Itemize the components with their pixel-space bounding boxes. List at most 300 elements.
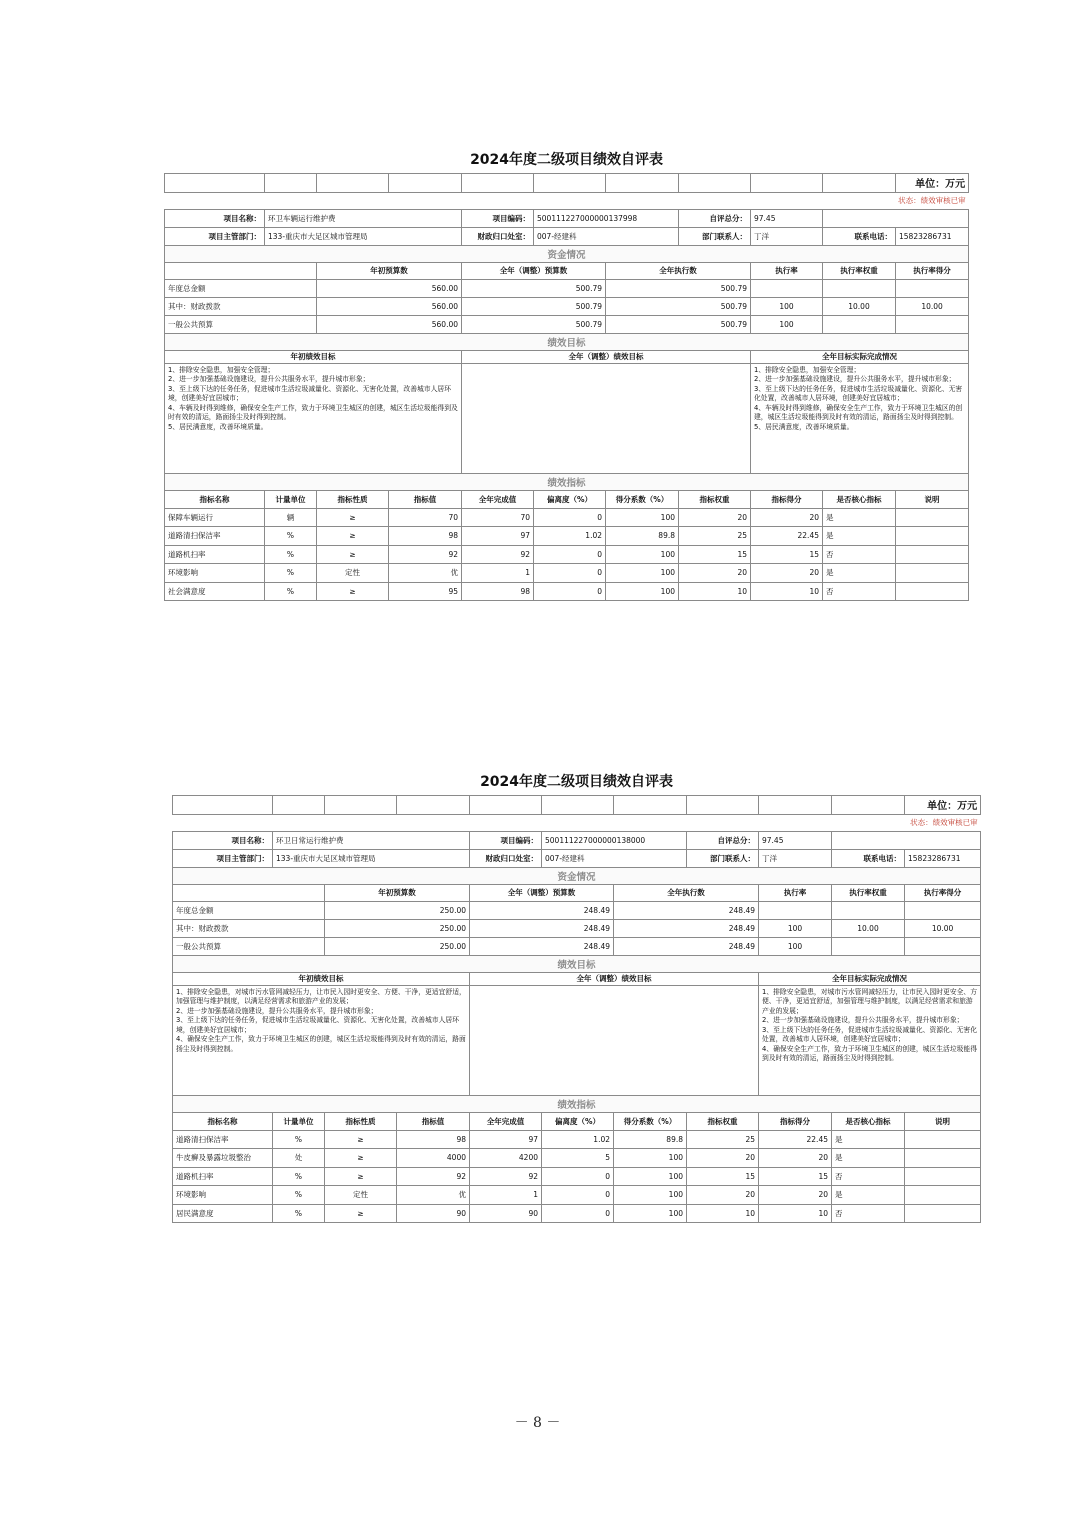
indicator-column-header: 偏离度（%） [542,1112,614,1130]
finance-office-value: 007-经建科 [542,849,687,867]
funds-row [173,901,981,919]
indicator-weight: 20 [687,1149,759,1168]
indicator-name: 居民满意度 [173,1204,273,1223]
indicator-unit: % [273,1204,325,1223]
blank-cell [173,795,273,814]
blank-cell [325,795,397,814]
funds-column-header: 年初预算数 [325,884,470,901]
goal-actual-text: 1、排除安全隐患，加强安全管理； 2、进一步加强基础设施建设，提升公共服务水平，提升城市形象； 3、至上级下达的任务任务，促进城市生活垃圾减量化、资源化、无害化处置，改善城市人居环境，创建美好宜居城市； 4、车辆及时得到维修，确保安全生产工作，致力于环境卫生城区的创建，城区生活垃圾能得到及时有效的清运，路面扬尘及时得到控制。 5、居民满意度，改善环境质量。 [751,363,969,473]
indicator-name: 社会满意度 [165,582,265,601]
blank-cell [165,262,317,279]
unit-row [165,173,969,192]
blank-cell [534,173,606,192]
project-name-value: 环卫车辆运行维护费 [265,209,462,227]
indicator-value: 98 [397,1130,470,1149]
funds-budget: 560.00 [317,315,462,333]
section-row [165,333,969,350]
indicator-coef: 100 [614,1204,687,1223]
funds-column-header: 执行率权重 [832,884,905,901]
indicator-weight: 25 [687,1130,759,1149]
indicator-row [165,582,969,601]
funds-column-header: 执行率得分 [905,884,981,901]
funds-rate: 100 [751,315,823,333]
indicator-dev: 5 [542,1149,614,1168]
indicator-dev: 0 [534,545,606,564]
department-label: 项目主管部门： [173,849,273,867]
indicator-value: 70 [389,508,462,527]
funds-row-label: 其中：财政拨款 [173,919,325,937]
goal-initial-text: 1、排除安全隐患，加强安全管理； 2、进一步加强基础设施建设，提升公共服务水平，提升城市形象； 3、至上级下达的任务任务，促进城市生活垃圾减量化、资源化、无害化处置，改善城市人居环境，创建美好宜居城市； 4、车辆及时得到维修，确保安全生产工作，致力于环境卫生城区的创建，城区生活垃圾能得到及时有效的清运，路面扬尘及时得到控制。 5、居民满意度，改善环境质量。 [165,363,462,473]
evaluation-table [164,145,969,601]
project-name-label: 项目名称： [173,831,273,849]
indicator-score: 20 [751,564,823,583]
contact-person-value: 丁洋 [759,849,832,867]
status-badge: 状态：绩效审核已审 [173,814,981,831]
info-row [165,227,969,245]
funds-row-label: 年度总金额 [173,901,325,919]
indicator-weight: 15 [679,545,751,564]
indicator-nature: ≥ [325,1167,397,1186]
goals-column-header: 年初绩效目标 [173,972,470,985]
indicator-unit: % [265,527,317,546]
indicator-unit: % [265,582,317,601]
funds-column-header: 全年（调整）预算数 [470,884,614,901]
department-value: 133-重庆市大足区城市管理局 [273,849,470,867]
funds-row-label: 年度总金额 [165,279,317,297]
indicator-coef: 100 [606,508,679,527]
indicator-column-header: 指标名称 [173,1112,273,1130]
funds-row [173,937,981,955]
indicator-weight: 20 [679,508,751,527]
blank-cell [165,173,265,192]
section-row [173,867,981,884]
indicator-done: 70 [462,508,534,527]
funds-adjusted: 500.79 [462,279,606,297]
indicators-section-title: 绩效指标 [173,1095,981,1112]
indicator-core: 是 [823,508,896,527]
contact-person-value: 丁洋 [751,227,823,245]
indicator-note [905,1130,981,1149]
funds-budget: 560.00 [317,279,462,297]
indicator-unit: 处 [273,1149,325,1168]
funds-column-header: 全年执行数 [614,884,759,901]
goals-header-row [165,350,969,363]
indicator-column-header: 得分系数（%） [606,490,679,508]
blank-cell [679,173,751,192]
status-badge: 状态：绩效审核已审 [165,192,969,209]
project-name-value: 环卫日常运行维护费 [273,831,470,849]
funds-header-row [165,262,969,279]
funds-rate: 100 [759,937,832,955]
finance-office-value: 007-经建科 [534,227,679,245]
indicator-note [896,582,969,601]
blank-cell [317,173,389,192]
indicator-dev: 1.02 [534,527,606,546]
indicator-nature: ≥ [317,527,389,546]
indicator-column-header: 指标权重 [679,490,751,508]
indicator-dev: 0 [534,564,606,583]
indicator-nature: ≥ [317,545,389,564]
indicator-core: 否 [832,1167,905,1186]
indicator-value: 90 [397,1204,470,1223]
indicators-section-title: 绩效指标 [165,473,969,490]
indicator-nature: ≥ [317,582,389,601]
indicator-score: 22.45 [751,527,823,546]
title-row [165,145,969,173]
indicator-done: 1 [462,564,534,583]
score-total-value: 97.45 [759,831,832,849]
indicator-row [173,1149,981,1168]
funds-executed: 248.49 [614,937,759,955]
evaluation-sheet [172,767,980,1223]
funds-weight: 10.00 [823,297,896,315]
sheet-title: 2024年度二级项目绩效自评表 [480,773,674,790]
unit-label: 单位：万元 [896,173,969,192]
indicator-score: 20 [759,1186,832,1205]
indicator-unit: % [273,1130,325,1149]
funds-rate [751,279,823,297]
indicator-row [173,1130,981,1149]
funds-score [905,901,981,919]
funds-budget: 560.00 [317,297,462,315]
finance-office-label: 财政归口处室： [470,849,542,867]
indicator-value: 4000 [397,1149,470,1168]
goal-adjusted-text [470,985,759,1095]
indicator-column-header: 计量单位 [273,1112,325,1130]
section-row [173,1095,981,1112]
indicator-score: 15 [751,545,823,564]
indicator-done: 4200 [470,1149,542,1168]
indicator-note [896,527,969,546]
indicator-value: 98 [389,527,462,546]
indicator-score: 10 [759,1204,832,1223]
page-number: － 8 － [514,1415,561,1431]
info-row [165,209,969,227]
funds-executed: 500.79 [606,279,751,297]
blank-cell [759,795,832,814]
funds-column-header: 执行率权重 [823,262,896,279]
funds-weight: 10.00 [832,919,905,937]
indicator-name: 牛皮癣及暴露垃圾整治 [173,1149,273,1168]
indicator-nature: 定性 [317,564,389,583]
funds-adjusted: 248.49 [470,919,614,937]
indicator-score: 10 [751,582,823,601]
blank-cell [173,884,325,901]
blank-cell [265,173,317,192]
indicator-core: 否 [823,545,896,564]
goal-adjusted-text [462,363,751,473]
indicator-row [165,564,969,583]
indicator-value: 优 [389,564,462,583]
indicator-coef: 100 [606,564,679,583]
indicator-row [165,545,969,564]
blank-cell [542,795,614,814]
section-row [173,955,981,972]
blank-cell [397,795,470,814]
indicator-done: 98 [462,582,534,601]
funds-column-header: 全年（调整）预算数 [462,262,606,279]
indicator-column-header: 指标性质 [317,490,389,508]
evaluation-table [172,767,981,1223]
contact-phone-value: 15823286731 [896,227,969,245]
indicator-note [905,1186,981,1205]
funds-column-header: 全年执行数 [606,262,751,279]
indicator-note [896,545,969,564]
indicator-nature: ≥ [317,508,389,527]
goals-column-header: 全年目标实际完成情况 [759,972,981,985]
funds-column-header: 年初预算数 [317,262,462,279]
contact-phone-value: 15823286731 [905,849,981,867]
indicator-column-header: 指标得分 [751,490,823,508]
funds-executed: 500.79 [606,315,751,333]
project-code-value: 500111227000000138000 [542,831,687,849]
indicator-note [896,564,969,583]
funds-adjusted: 500.79 [462,315,606,333]
indicator-done: 97 [462,527,534,546]
indicator-nature: ≥ [325,1204,397,1223]
indicator-row [173,1167,981,1186]
score-total-label: 自评总分： [679,209,751,227]
blank-cell [751,173,823,192]
indicators-header-row [165,490,969,508]
blank-cell [832,831,981,849]
indicator-unit: % [265,564,317,583]
indicator-dev: 0 [542,1186,614,1205]
indicator-unit: % [273,1186,325,1205]
indicator-column-header: 指标值 [397,1112,470,1130]
indicator-unit: % [273,1167,325,1186]
goals-column-header: 全年目标实际完成情况 [751,350,969,363]
indicator-done: 97 [470,1130,542,1149]
funds-row [165,297,969,315]
goals-section-title: 绩效目标 [165,333,969,350]
indicator-nature: ≥ [325,1149,397,1168]
indicator-column-header: 指标权重 [687,1112,759,1130]
indicator-column-header: 是否核心指标 [832,1112,905,1130]
department-label: 项目主管部门： [165,227,265,245]
indicator-column-header: 说明 [905,1112,981,1130]
funds-adjusted: 248.49 [470,937,614,955]
blank-cell [606,173,679,192]
department-value: 133-重庆市大足区城市管理局 [265,227,462,245]
project-code-value: 500111227000000137998 [534,209,679,227]
goal-initial-text: 1、排除安全隐患，对城市污水管网减轻压力，让市民入园时更安全、方便、干净，更适宜舒适，加强管理与维护制度，以满足经营需求和旅游产业的发展； 2、进一步加强基础设施建设，提升公共服务水平，提升城市形象； 3、至上级下达的任务任务，促进城市生活垃圾减量化、资源化、无害化处置，改善城市人居环境，创建美好宜居城市； 4、确保安全生产工作，致力于环境卫生城区的创建，城区生活垃圾能得到及时有效的清运，路面扬尘及时得到控制。 [173,985,470,1095]
project-code-label: 项目编码： [470,831,542,849]
indicator-nature: ≥ [325,1130,397,1149]
indicator-row [165,508,969,527]
funds-adjusted: 248.49 [470,901,614,919]
indicator-note [905,1149,981,1168]
indicator-column-header: 是否核心指标 [823,490,896,508]
indicator-core: 是 [832,1149,905,1168]
funds-row-label: 一般公共预算 [165,315,317,333]
funds-executed: 248.49 [614,901,759,919]
indicator-value: 92 [397,1167,470,1186]
funds-rate [759,901,832,919]
contact-person-label: 部门联系人： [687,849,759,867]
info-row [173,849,981,867]
indicator-dev: 1.02 [542,1130,614,1149]
funds-column-header: 执行率 [751,262,823,279]
indicator-name: 环境影响 [173,1186,273,1205]
indicator-name: 环境影响 [165,564,265,583]
indicator-weight: 10 [687,1204,759,1223]
indicator-name: 道路清扫保洁率 [173,1130,273,1149]
indicator-coef: 89.8 [614,1130,687,1149]
indicator-row [173,1204,981,1223]
funds-column-header: 执行率 [759,884,832,901]
indicator-done: 1 [470,1186,542,1205]
indicator-score: 15 [759,1167,832,1186]
contact-person-label: 部门联系人： [679,227,751,245]
project-code-label: 项目编码： [462,209,534,227]
indicator-name: 道路清扫保洁率 [165,527,265,546]
unit-label: 单位：万元 [905,795,981,814]
funds-executed: 248.49 [614,919,759,937]
indicator-weight: 15 [687,1167,759,1186]
funds-score: 10.00 [896,297,969,315]
funds-weight [823,315,896,333]
indicator-value: 92 [389,545,462,564]
unit-row [173,795,981,814]
indicator-note [905,1167,981,1186]
indicator-note [896,508,969,527]
score-total-label: 自评总分： [687,831,759,849]
funds-section-title: 资金情况 [173,867,981,884]
goals-header-row [173,972,981,985]
score-total-value: 97.45 [751,209,823,227]
funds-row [165,315,969,333]
indicator-dev: 0 [542,1204,614,1223]
indicator-dev: 0 [534,508,606,527]
indicator-coef: 100 [606,545,679,564]
indicator-value: 95 [389,582,462,601]
funds-row [173,919,981,937]
blank-cell [470,795,542,814]
indicator-core: 是 [832,1130,905,1149]
funds-score [896,315,969,333]
indicator-name: 保障车辆运行 [165,508,265,527]
finance-office-label: 财政归口处室： [462,227,534,245]
funds-row-label: 一般公共预算 [173,937,325,955]
indicator-nature: 定性 [325,1186,397,1205]
indicator-coef: 100 [614,1167,687,1186]
goal-actual-text: 1、排除安全隐患，对城市污水管网减轻压力，让市民入园时更安全、方便、干净，更适宜舒适，加强管理与维护制度，以满足经营需求和旅游产业的发展； 2、进一步加强基础设施建设，提升公共服务水平，提升城市形象； 3、至上级下达的任务任务，促进城市生活垃圾减量化、资源化、无害化处置，改善城市人居环境，创建美好宜居城市； 4、确保安全生产工作，致力于环境卫生城区的创建，城区生活垃圾能得到及时有效的清运，路面扬尘及时得到控制。 [759,985,981,1095]
indicator-column-header: 指标性质 [325,1112,397,1130]
indicator-column-header: 计量单位 [265,490,317,508]
funds-row-label: 其中：财政拨款 [165,297,317,315]
indicator-column-header: 偏离度（%） [534,490,606,508]
funds-score [896,279,969,297]
indicator-core: 是 [832,1186,905,1205]
indicator-score: 20 [759,1149,832,1168]
status-row [165,192,969,209]
indicator-unit: 辆 [265,508,317,527]
indicator-score: 20 [751,508,823,527]
indicator-score: 22.45 [759,1130,832,1149]
blank-cell [273,795,325,814]
indicator-name: 道路机扫率 [165,545,265,564]
evaluation-sheet [164,145,968,601]
blank-cell [687,795,759,814]
indicator-coef: 100 [614,1149,687,1168]
status-row [173,814,981,831]
funds-weight [832,937,905,955]
funds-rate: 100 [759,919,832,937]
info-row [173,831,981,849]
indicator-coef: 89.8 [606,527,679,546]
blank-cell [462,173,534,192]
funds-weight [823,279,896,297]
funds-rate: 100 [751,297,823,315]
indicator-done: 92 [470,1167,542,1186]
sheet-title: 2024年度二级项目绩效自评表 [470,151,664,168]
indicator-core: 是 [823,564,896,583]
indicator-coef: 100 [614,1186,687,1205]
goals-row [173,985,981,1095]
title-row [173,767,981,795]
funds-weight [832,901,905,919]
indicator-coef: 100 [606,582,679,601]
indicator-weight: 20 [679,564,751,583]
funds-score: 10.00 [905,919,981,937]
goals-section-title: 绩效目标 [173,955,981,972]
indicator-weight: 10 [679,582,751,601]
indicator-core: 否 [823,582,896,601]
indicator-core: 否 [832,1204,905,1223]
funds-header-row [173,884,981,901]
indicator-row [173,1186,981,1205]
goals-row [165,363,969,473]
indicator-name: 道路机扫率 [173,1167,273,1186]
funds-budget: 250.00 [325,919,470,937]
indicator-dev: 0 [542,1167,614,1186]
indicator-weight: 25 [679,527,751,546]
goals-column-header: 全年（调整）绩效目标 [470,972,759,985]
indicator-note [905,1204,981,1223]
blank-cell [823,209,969,227]
indicator-column-header: 全年完成值 [470,1112,542,1130]
indicator-unit: % [265,545,317,564]
indicator-done: 90 [470,1204,542,1223]
contact-phone-label: 联系电话： [832,849,905,867]
indicator-done: 92 [462,545,534,564]
goals-column-header: 年初绩效目标 [165,350,462,363]
indicator-column-header: 全年完成值 [462,490,534,508]
blank-cell [832,795,905,814]
indicator-value: 优 [397,1186,470,1205]
indicator-row [165,527,969,546]
goals-column-header: 全年（调整）绩效目标 [462,350,751,363]
section-row [165,245,969,262]
section-row [165,473,969,490]
contact-phone-label: 联系电话： [823,227,896,245]
indicator-column-header: 指标名称 [165,490,265,508]
funds-column-header: 执行率得分 [896,262,969,279]
indicator-column-header: 说明 [896,490,969,508]
indicators-header-row [173,1112,981,1130]
indicator-dev: 0 [534,582,606,601]
blank-cell [823,173,896,192]
indicator-column-header: 得分系数（%） [614,1112,687,1130]
indicator-weight: 20 [687,1186,759,1205]
funds-section-title: 资金情况 [165,245,969,262]
funds-adjusted: 500.79 [462,297,606,315]
funds-score [905,937,981,955]
funds-budget: 250.00 [325,901,470,919]
funds-executed: 500.79 [606,297,751,315]
indicator-column-header: 指标值 [389,490,462,508]
